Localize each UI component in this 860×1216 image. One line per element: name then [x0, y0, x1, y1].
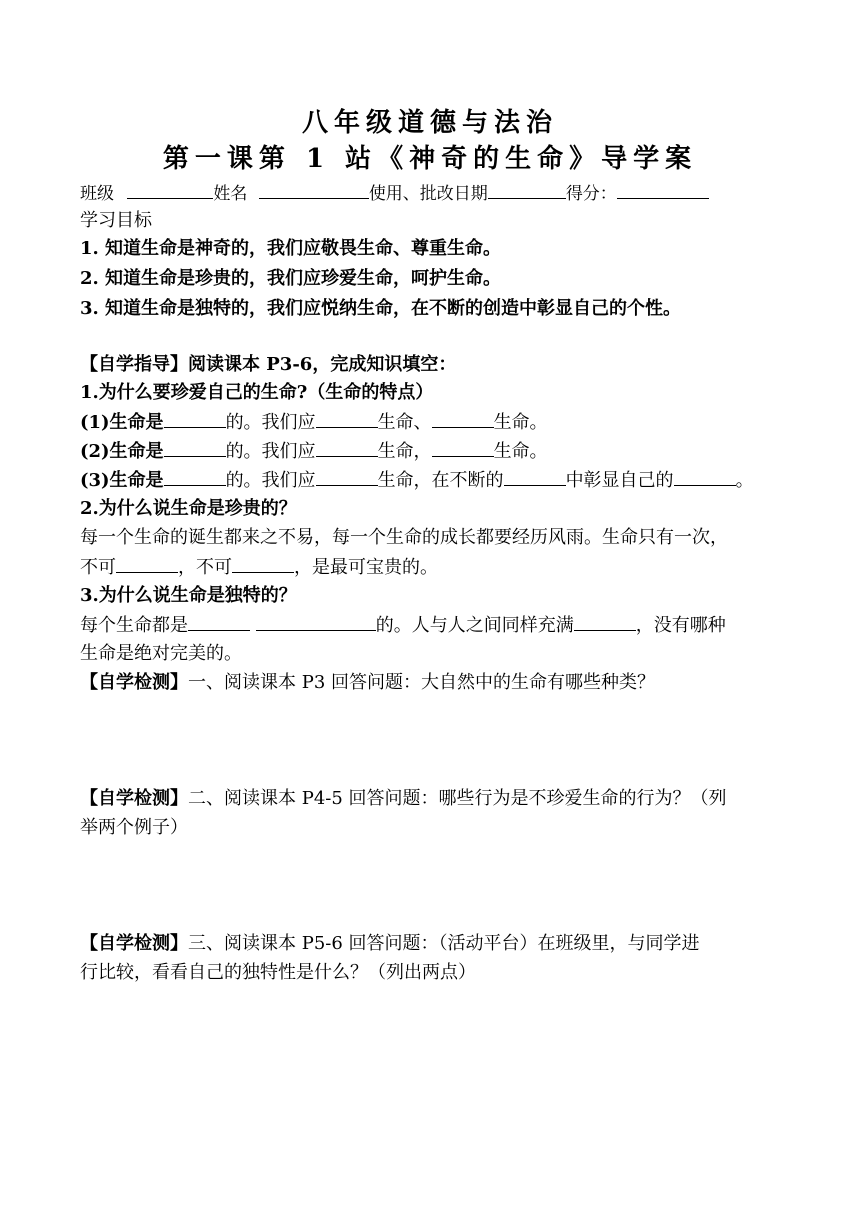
q1-item3-text-b: 的。我们应: [225, 470, 316, 491]
fill-blank[interactable]: [164, 467, 226, 486]
question-3-text-line-2: 生命是绝对完美的。: [80, 643, 242, 664]
fill-blank[interactable]: [164, 438, 226, 457]
q1-item2-text-c: 生命，: [377, 441, 432, 462]
question-1-item-1: [80, 409, 788, 436]
name-blank[interactable]: [259, 180, 369, 199]
fill-blank[interactable]: [432, 438, 494, 457]
fill-blank[interactable]: [674, 467, 736, 486]
class-label: 班级: [80, 184, 114, 204]
goals-heading: 学习目标: [80, 210, 152, 231]
fill-blank[interactable]: [432, 409, 494, 428]
q2-text-a: 不可: [80, 557, 116, 578]
q1-item2-text-b: 的。我们应: [225, 441, 316, 462]
self-check-question: 三、阅读课本 P5-6 回答问题：（活动平台）在班级里，与同学进: [188, 933, 700, 954]
q1-item3-text-a: (3)生命是: [80, 470, 164, 491]
q1-item3-text-d: 中彰显自己的: [565, 470, 674, 491]
q2-text-b: ，不可: [178, 557, 232, 578]
fill-blank[interactable]: [316, 438, 378, 457]
fill-blank[interactable]: [316, 467, 378, 486]
goal-item: 2. 知道生命是珍贵的，我们应珍爱生命，呵护生命。: [80, 268, 502, 289]
self-check-label: 【自学检测】: [80, 672, 188, 693]
self-check-question: 一、阅读课本 P3 回答问题：大自然中的生命有哪些种类？: [188, 672, 656, 693]
question-1: 1.为什么要珍爱自己的生命?（生命的特点）: [80, 382, 434, 403]
self-study-heading: 【自学指导】阅读课本 P3-6，完成知识填空：: [80, 354, 457, 375]
self-check-3: [80, 931, 788, 957]
q1-item2-text-d: 生命。: [493, 441, 548, 462]
fill-blank[interactable]: [504, 467, 566, 486]
page-title: 八年级道德与法治: [301, 108, 558, 138]
question-1-item-2: [80, 438, 788, 465]
self-check-2: [80, 786, 788, 812]
score-blank[interactable]: [617, 180, 709, 199]
goal-item: 1. 知道生命是神奇的，我们应敬畏生命、尊重生命。: [80, 238, 502, 259]
question-2-text-line-1: 每一个生命的诞生都来之不易，每一个生命的成长都要经历风雨。生命只有一次，: [80, 527, 728, 548]
q1-item1-text-a: (1)生命是: [80, 412, 164, 433]
q1-item1-text-d: 生命。: [493, 412, 548, 433]
q3-text-b: 的。人与人之间同样充满: [375, 615, 574, 636]
fill-blank[interactable]: [164, 409, 226, 428]
self-check-1: [80, 670, 788, 696]
question-1-item-3: [80, 467, 788, 494]
score-label: 得分：: [565, 184, 617, 204]
q3-text-c: ，没有哪种: [635, 615, 726, 636]
question-2-text-line-2: [80, 554, 788, 581]
date-label: 使用、批改日期: [368, 184, 488, 204]
q1-item2-text-a: (2)生命是: [80, 441, 164, 462]
self-check-label: 【自学检测】: [80, 933, 188, 954]
self-check-2-line-2: 举两个例子）: [80, 817, 188, 838]
fill-blank[interactable]: [256, 612, 376, 631]
q1-item1-text-c: 生命、: [377, 412, 432, 433]
header-fields-row: [80, 180, 788, 207]
self-check-question: 二、阅读课本 P4-5 回答问题：哪些行为是不珍爱生命的行为？（列: [188, 788, 727, 809]
q1-item3-text-e: 。: [735, 470, 754, 491]
self-check-label: 【自学检测】: [80, 788, 188, 809]
q2-text-c: ，是最可宝贵的。: [294, 557, 438, 578]
page-subtitle: 第一课第 1 站《神奇的生命》导学案: [162, 144, 698, 174]
fill-blank[interactable]: [232, 554, 294, 573]
fill-blank[interactable]: [116, 554, 178, 573]
name-label: 姓名: [213, 184, 248, 204]
self-check-3-line-2: 行比较，看看自己的独特性是什么？（列出两点）: [80, 962, 476, 983]
fill-blank[interactable]: [188, 612, 250, 631]
goal-item: 3. 知道生命是独特的，我们应悦纳生命，在不断的创造中彰显自己的个性。: [80, 298, 682, 319]
question-3: 3.为什么说生命是独特的？: [80, 585, 297, 606]
fill-blank[interactable]: [574, 612, 636, 631]
question-2: 2.为什么说生命是珍贵的？: [80, 498, 297, 519]
q1-item1-text-b: 的。我们应: [225, 412, 316, 433]
class-blank[interactable]: [127, 180, 213, 199]
q3-text-a: 每个生命都是: [80, 615, 188, 636]
date-blank[interactable]: [488, 180, 566, 199]
question-3-text-line-1: [80, 612, 788, 639]
q1-item3-text-c: 生命，在不断的: [377, 470, 504, 491]
fill-blank[interactable]: [316, 409, 378, 428]
